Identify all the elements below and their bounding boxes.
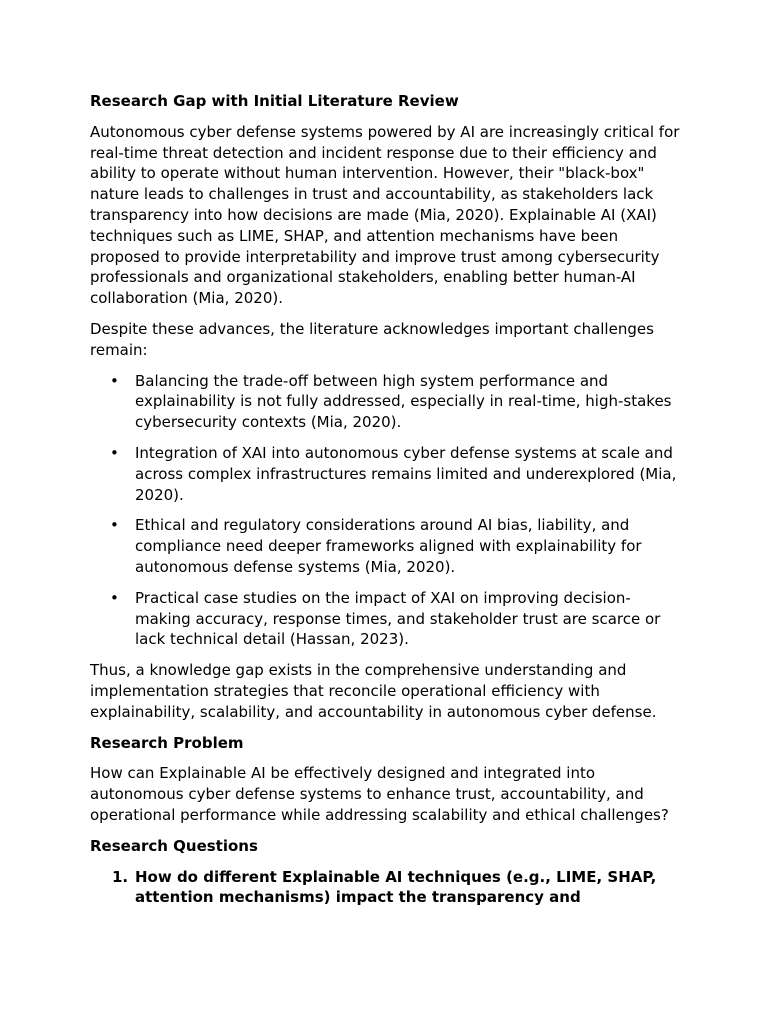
research-problem-heading: Research Problem <box>90 733 244 752</box>
question-text: How do different Explainable AI techniques (e.g., LIME, SHAP, attention mechanisms) impact the transparency and <box>135 867 657 907</box>
bullet-icon: • <box>110 588 119 607</box>
list-item <box>90 588 680 650</box>
question-number: 1. <box>112 867 129 886</box>
list-item <box>90 443 680 505</box>
bullet-icon: • <box>110 371 119 390</box>
research-problem-paragraph: How can Explainable AI be effectively designed and integrated into autonomous cyber defense systems to enhance trust, accountability, and operational performance while addressing scalability and ethical challenges? <box>90 764 669 824</box>
list-item <box>90 515 680 577</box>
research-gap-heading: Research Gap with Initial Literature Review <box>90 92 459 110</box>
bullet-icon: • <box>110 516 119 535</box>
list-item-text: Integration of XAI into autonomous cyber defense systems at scale and across complex infrastructures remains limited and underexplored (Mia, 2020). <box>135 443 677 504</box>
research-questions-heading: Research Questions <box>90 836 258 855</box>
research-questions-list <box>90 867 680 909</box>
knowledge-gap-paragraph: Thus, a knowledge gap exists in the comprehensive understanding and implementation strategies that reconcile operational efficiency with explainability, scalability, and accountability in autonomous cyber defense. <box>90 661 657 721</box>
document-page <box>90 91 680 918</box>
list-item-text: Ethical and regulatory considerations around AI bias, liability, and compliance need deeper frameworks aligned with explainability for autonomous defense systems (Mia, 2020). <box>135 516 642 576</box>
intro-paragraph: Autonomous cyber defense systems powered by AI are increasingly critical for real-time threat detection and incident response due to their efficiency and ability to operate without human intervention. However, their "black-box" nature leads to challenges in trust and accountability, as stakeholders lack transparency into how decisions are made (Mia, 2020). Explainable AI (XAI) techniques such as LIME, SHAP, and attention mechanisms have been proposed to provide interpretability and improve trust among cybersecurity professionals and organizational stakeholders, enabling better human-AI collaboration (Mia, 2020). <box>90 122 680 308</box>
list-item <box>90 371 680 433</box>
list-item-text: Practical case studies on the impact of XAI on improving decision-making accuracy, response times, and stakeholder trust are scarce or lack technical detail (Hassan, 2023). <box>135 588 661 649</box>
bullet-icon: • <box>110 443 119 462</box>
challenges-intro-paragraph: Despite these advances, the literature acknowledges important challenges remain: <box>90 319 654 359</box>
list-item-text: Balancing the trade-off between high system performance and explainability is not fully addressed, especially in real-time, high-stakes cybersecurity contexts (Mia, 2020). <box>135 371 672 432</box>
list-item <box>90 867 680 909</box>
challenges-list <box>90 371 680 651</box>
